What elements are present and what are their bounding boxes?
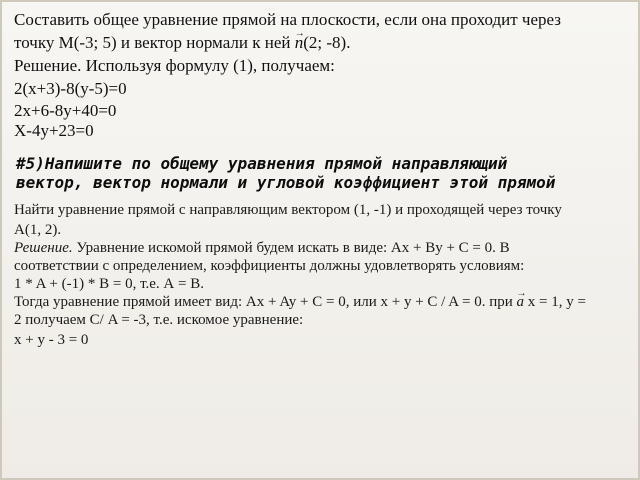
solution-intro: Решение. Используя формулу (1), получаем: (14, 56, 335, 75)
condition-line: 1 * A + (-1) * B = 0, т.е. А = В. (14, 276, 204, 292)
task-heading: #5)Напишите по общему уравнения прямой направляющий вектор, вектор нормали и угловой коэффициент этой прямой (16, 154, 556, 192)
solution-text: Уравнение искомой прямой будем искать в виде: Ax + By + C = 0. В (76, 240, 510, 256)
equation-step-2: 2х+6-8у+40=0 (14, 101, 117, 120)
task-line-2-text: точку М(-3; 5) и вектор нормали к ней (14, 33, 291, 52)
normal-vector-coords: (2; -8). (303, 33, 351, 52)
general-form-line (14, 294, 586, 311)
normal-vector-symbol: → n (295, 33, 304, 52)
problem-line-1: Найти уравнение прямой с направляющим вектором (1, -1) и проходящей через точку (14, 202, 562, 218)
general-form-text: Тогда уравнение прямой имеет вид: Ax + Ay + C = 0, или x + y + C / A = 0. при (14, 294, 513, 310)
task-line-1: Составить общее уравнение прямой на плоскости, если она проходит через (14, 10, 561, 29)
equation-step-1: 2(х+3)-8(у-5)=0 (14, 79, 127, 98)
solution-line-1 (14, 240, 510, 257)
task-line-2 (14, 33, 350, 52)
result-line: 2 получаем С/ A = -3, т.е. искомое уравнение: (14, 312, 304, 328)
equation-step-3: Х-4у+23=0 (14, 121, 94, 140)
solution-label: Решение. (14, 240, 73, 256)
direction-vector-symbol: → a (517, 294, 525, 311)
final-equation: х + у - 3 = 0 (14, 332, 89, 348)
solution-line-2: соответствии с определением, коэффициенты должны удовлетворять условиям: (14, 258, 525, 274)
problem-line-2: А(1, 2). (14, 222, 62, 238)
general-form-tail: х = 1, у = (527, 294, 586, 310)
